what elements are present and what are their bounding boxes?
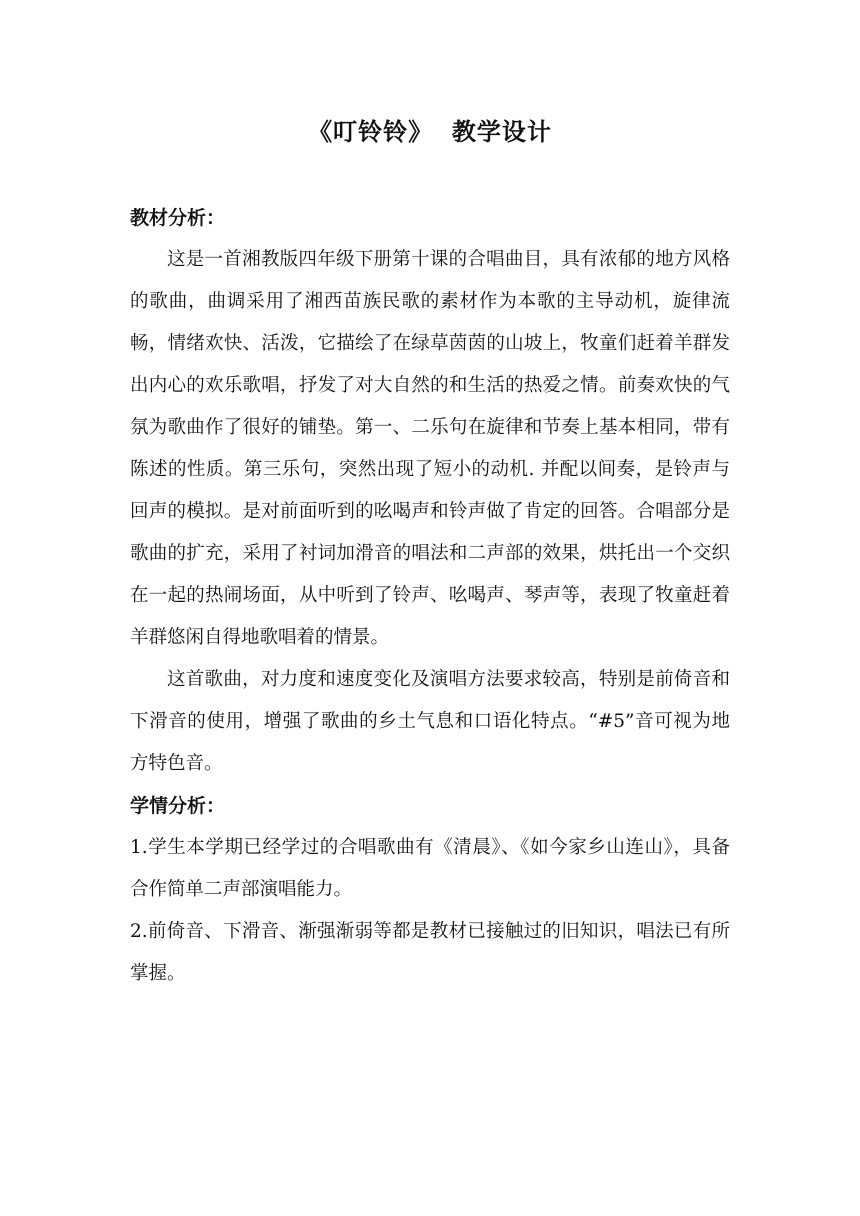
section-heading-student-analysis: 学情分析： — [130, 795, 226, 817]
paragraph-textbook-analysis-1: 这是一首湘教版四年级下册第十课的合唱曲目，具有浓郁的地方风格的歌曲，曲调采用了湘西苗族民歌的素材作为本歌的主导动机，旋律流畅，情绪欢快、活泼，它描绘了在绿草茵茵的山坡上，牧童们赶着羊群发出内心的欢乐歌唱，抒发了对大自然的和生活的热爱之情。前奏欢快的气氛为歌曲作了很好的铺垫。第一、二乐句在旋律和节奏上基本相同，带有陈述的性质。第三乐句，突然出现了短小的动机. 并配以间奏，是铃声与回声的模拟。是对前面听到的吆喝声和铃声做了肯定的回答。合唱部分是歌曲的扩充，采用了衬词加滑音的唱法和二声部的效果，烘托出一个交织在一起的热闹场面，从中听到了铃声、吆喝声、琴声等，表现了牧童赶着羊群悠闲自得地歌唱着的情景。 — [130, 249, 730, 648]
document-body — [130, 197, 730, 995]
list-item-student-analysis-2: 2.前倚音、下滑音、渐强渐弱等都是教材已接触过的旧知识，唱法已有所掌握。 — [130, 921, 730, 984]
list-item-student-analysis-1: 1.学生本学期已经学过的合唱歌曲有《清晨》、《如今家乡山连山》，具备合作简单二声部演唱能力。 — [130, 837, 730, 900]
paragraph-textbook-analysis-2: 这首歌曲，对力度和速度变化及演唱方法要求较高，特别是前倚音和下滑音的使用，增强了歌曲的乡土气息和口语化特点。“#5”音可视为地方特色音。 — [130, 669, 730, 774]
section-heading-textbook-analysis: 教材分析： — [130, 207, 226, 229]
document-title: 《叮铃铃》 教学设计 — [308, 118, 552, 146]
